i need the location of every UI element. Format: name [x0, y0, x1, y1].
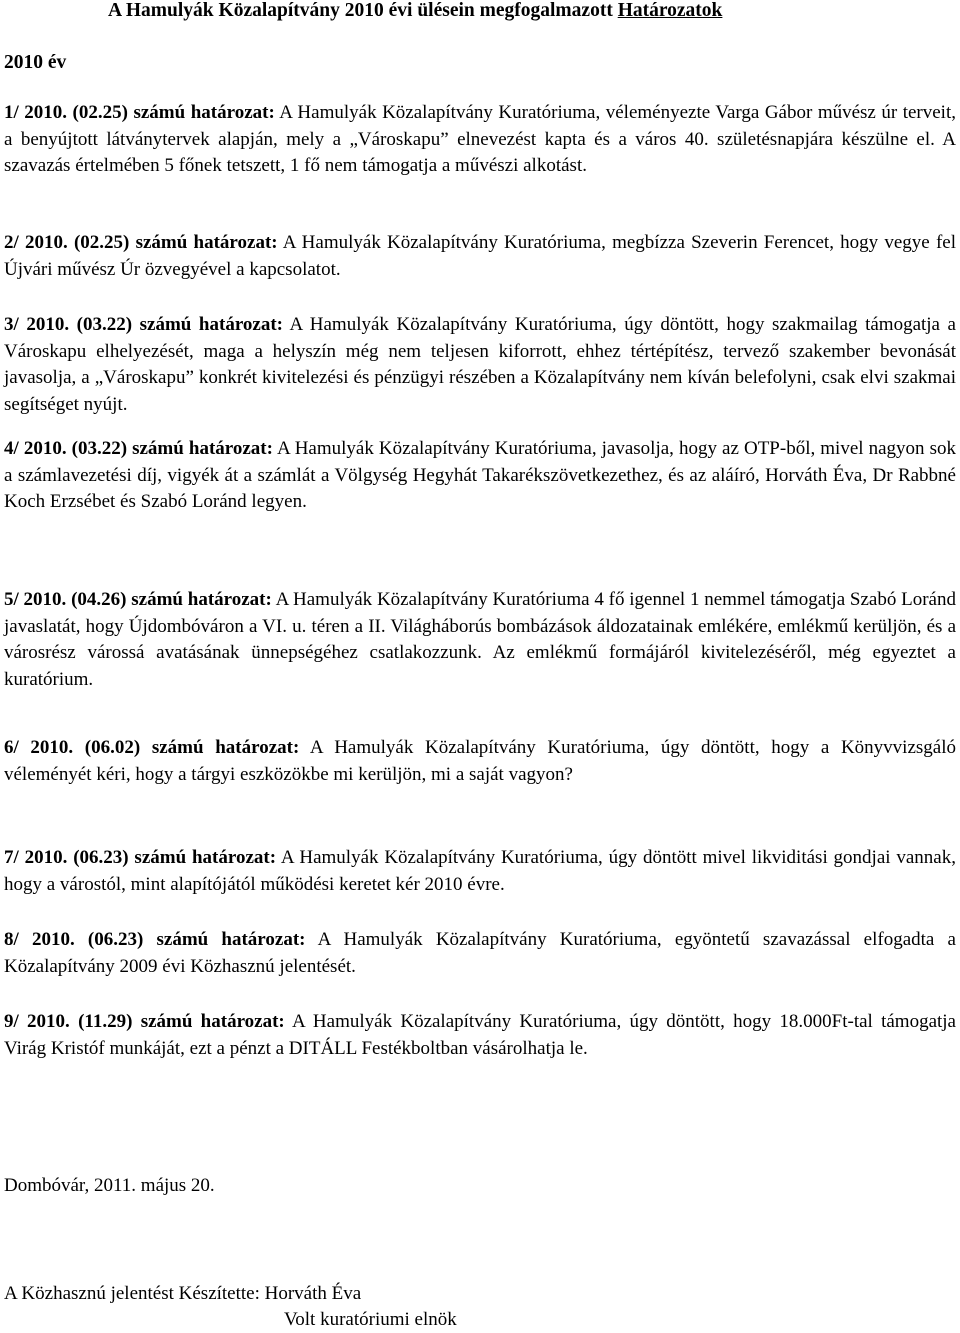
resolution-6 — [4, 735, 956, 788]
resolution-label: 8/ 2010. (06.23) számú határozat: — [4, 929, 306, 950]
resolution-label: 3/ 2010. (03.22) számú határozat: — [4, 314, 284, 335]
resolution-2 — [4, 230, 956, 283]
resolution-text: A Hamulyák Közalapítvány Kuratóriuma 4 fő igennel 1 nemmel támogatja Szabó Loránd javaslatát, hogy Újdombóváron a VI. u. téren a II. Világháborús bombázások áldozatainak emlékére, emlékmű kerüljön, és a városrész várossá avatásának ünnepségéhez csatlakozzunk. Az emlékmű formájáról kivitelezéséről, még egyeztet a kuratórium. — [4, 589, 956, 690]
resolution-1 — [4, 100, 956, 180]
resolution-4 — [4, 436, 956, 516]
resolution-label: 2/ 2010. (02.25) számú határozat: — [4, 232, 278, 253]
resolution-text: A Hamulyák Közalapítvány Kuratóriuma, úgy döntött, hogy 18.000Ft-tal támogatja Virág Kristóf munkáját, ezt a pénzt a DITÁLL Festékboltban vásárolhatja le. — [4, 1011, 956, 1059]
resolution-label: 7/ 2010. (06.23) számú határozat: — [4, 847, 277, 868]
resolution-text: A Hamulyák Közalapítvány Kuratóriuma, javasolja, hogy az OTP-ből, mivel nagyon sok a számlavezetési díj, vigyék át a számlát a Völgység Hegyhát Takarékszövetkezethez, és az aláíró, Horváth Éva, Dr Rabbné Koch Erzsébet és Szabó Loránd legyen. — [4, 438, 956, 513]
resolution-text: A Hamulyák Közalapítvány Kuratóriuma, úgy döntött, hogy szakmailag támogatja a Városkapu elhelyezését, maga a helyszín még nem teljesen kiforrott, ehhez tértépítész, tervező szakember bevonását javasolja, a „Városkapu” konkrét kivitelezési és pénzügyi részében a Közalapítvány nem kíván belefolyni, csak elvi szakmai segítséget nyújt. — [4, 314, 956, 415]
resolution-7 — [4, 845, 956, 898]
resolution-label: 5/ 2010. (04.26) számú határozat: — [4, 589, 272, 610]
place-date: Dombóvár, 2011. május 20. — [4, 1175, 215, 1196]
year-heading: 2010 év — [4, 52, 67, 73]
prepared-by: A Közhasznú jelentést Készítette: Horváth Éva — [4, 1283, 362, 1304]
resolution-text: A Hamulyák Közalapítvány Kuratóriuma, úgy döntött mivel likviditási gondjai vannak, hogy a várostól, mint alapítójától működési keretet kér 2010 évre. — [4, 847, 956, 895]
resolution-5 — [4, 587, 956, 693]
signer-role: Volt kuratóriumi elnök — [284, 1309, 457, 1330]
document-title-main: A Hamulyák Közalapítvány 2010 évi ülésein megfogalmazott — [108, 0, 618, 21]
resolution-text: A Hamulyák Közalapítvány Kuratóriuma, úgy döntött, hogy a Könyvvizsgáló véleményét kéri, hogy a tárgyi eszközökbe mi kerüljön, mi a saját vagyon? — [4, 737, 956, 785]
resolution-9 — [4, 1009, 956, 1062]
resolution-label: 1/ 2010. (02.25) számú határozat: — [4, 102, 275, 123]
resolution-label: 6/ 2010. (06.02) számú határozat: — [4, 737, 300, 758]
document-title-underlined: Határozatok — [617, 0, 723, 21]
resolution-label: 9/ 2010. (11.29) számú határozat: — [4, 1011, 285, 1032]
resolution-text: A Hamulyák Közalapítvány Kuratóriuma, megbízza Szeverin Ferencet, hogy vegye fel Újvári művész Úr özvegyével a kapcsolatot. — [4, 232, 956, 280]
resolution-label: 4/ 2010. (03.22) számú határozat: — [4, 438, 273, 459]
document-title — [108, 0, 722, 24]
resolution-text: A Hamulyák Közalapítvány Kuratóriuma, egyöntetű szavazással elfogadta a Közalapítvány 2009 évi Közhasznú jelentését. — [4, 929, 956, 977]
resolution-text: A Hamulyák Közalapítvány Kuratóriuma, véleményezte Varga Gábor művész úr terveit, a benyújtott látványtervek alapján, mely a „Városkapu” elnevezést kapta és a város 40. születésnapjára készülne el. A szavazás értelmében 5 főnek tetszett, 1 fő nem támogatja a művészi alkotást. — [4, 102, 956, 177]
resolution-8 — [4, 927, 956, 980]
resolution-3 — [4, 312, 956, 418]
